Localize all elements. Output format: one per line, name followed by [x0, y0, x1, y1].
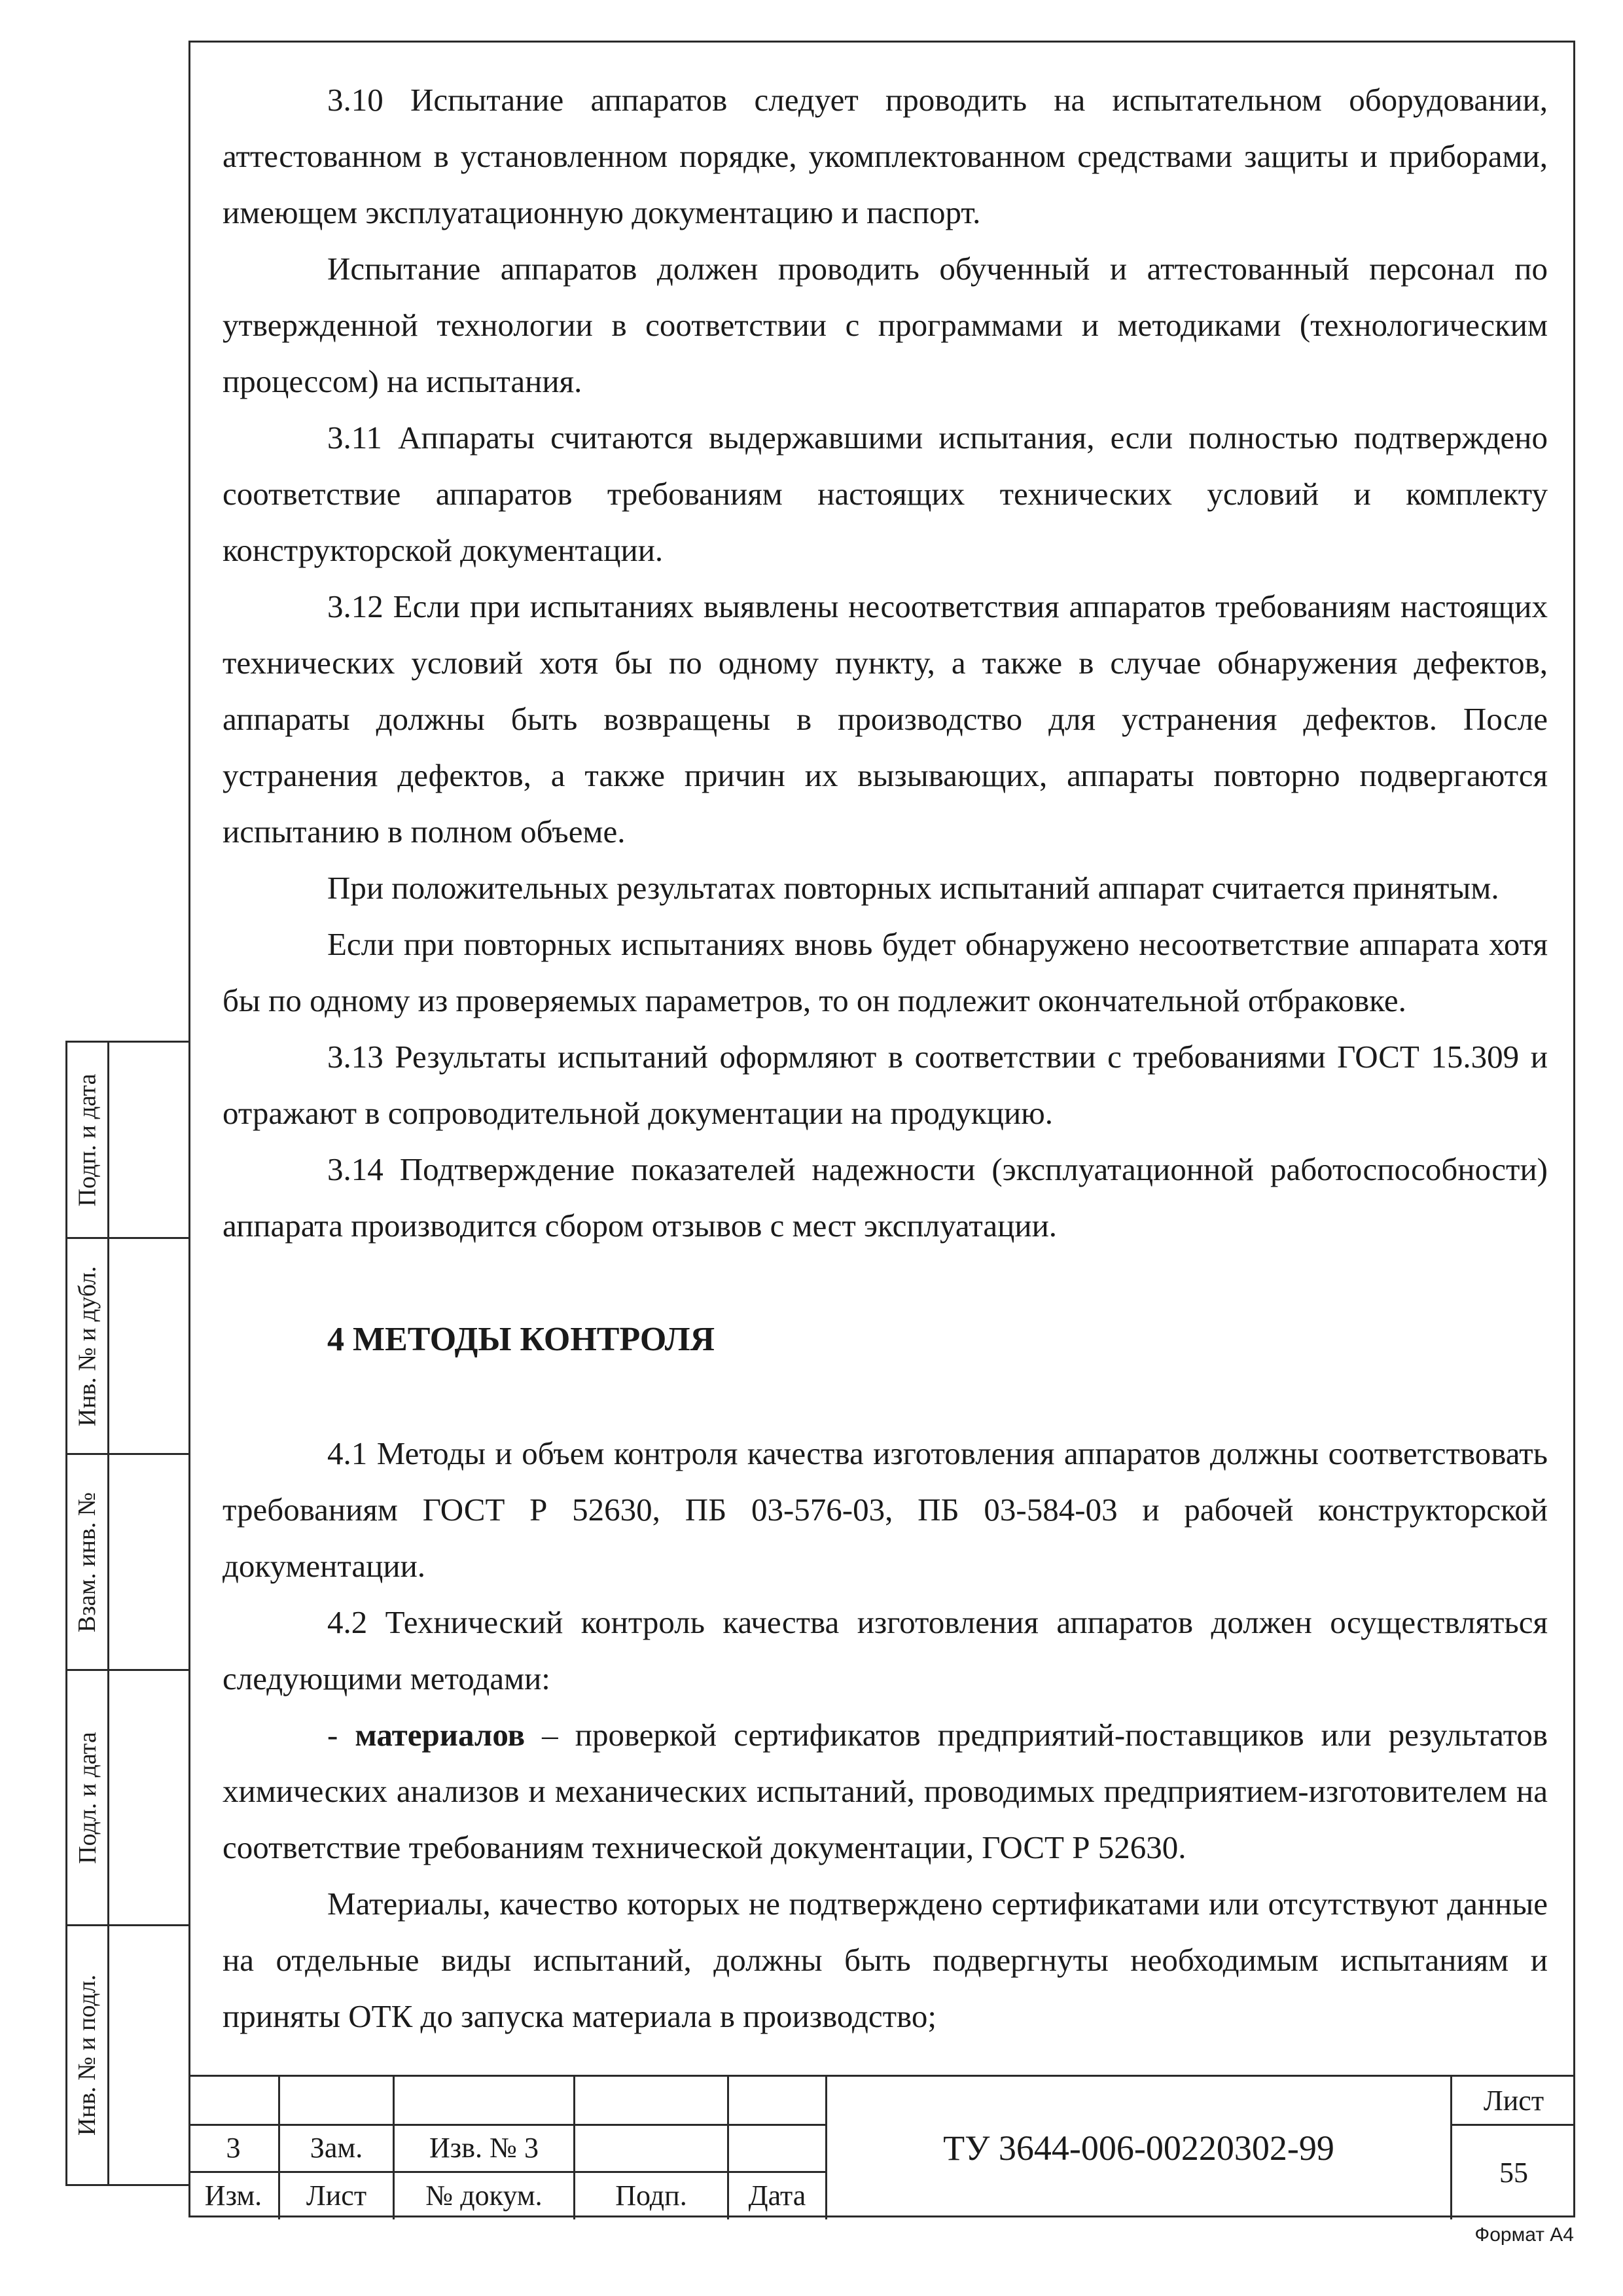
- tb-top-sign: [575, 2077, 727, 2124]
- format-note: Формат А4: [1474, 2224, 1574, 2246]
- tb-top-sheet: [280, 2077, 393, 2124]
- paragraph-3-12: 3.12 Если при испытаниях выявлены несоответствия аппаратов требованиям настоящих технических условий хотя бы по одному пункту, а также в случае обнаружения дефектов, аппараты должны быть возвращены в производство для устранения дефектов. После устранения дефектов, а также причин их вызывающих, аппараты повторно подвергаются испытанию в полном объеме.: [223, 588, 1548, 850]
- side-label-replacement-inventory: Взам. инв. №: [73, 1492, 101, 1632]
- materials-term: материалов: [355, 1717, 526, 1753]
- tb-header-doc-number: № докум.: [425, 2179, 543, 2212]
- tb-top-date: [729, 2077, 825, 2124]
- paragraph-3-13: 3.13 Результаты испытаний оформляют в соответствии с требованиями ГОСТ 15.309 и отражают в сопроводительной документации на продукцию.: [223, 1039, 1548, 1131]
- side-stamp: [65, 1041, 188, 2186]
- side-row-dup-inventory: [67, 1239, 190, 1455]
- tb-header-date: Дата: [748, 2179, 806, 2212]
- tb-top-doc: [395, 2077, 573, 2124]
- tb-header-change: Изм.: [204, 2179, 262, 2212]
- tb-mid-date: [729, 2124, 825, 2171]
- document-body: [223, 72, 1548, 2045]
- paragraph-3-10: 3.10 Испытание аппаратов следует проводить на испытательном оборудовании, аттестованном в установленном порядке, укомплектованном средствами защиты и приборами, имеющем эксплуатационную документацию и паспорт.: [223, 82, 1548, 230]
- side-row-original-signature: [67, 1671, 190, 1926]
- title-block: [188, 2075, 1575, 2217]
- sheet-label: Лист: [1483, 2084, 1544, 2117]
- sheet-number: 55: [1499, 2157, 1528, 2189]
- list-dash: -: [327, 1717, 355, 1753]
- document-designation: ТУ 3644-006-00220302-99: [943, 2128, 1334, 2168]
- paragraph-3-10-b: Испытание аппаратов должен проводить обученный и аттестованный персонал по утвержденной технологии в соответствии с программами и методиками (технологическим процессом) на испытания.: [223, 251, 1548, 399]
- paragraph-4-1: 4.1 Методы и объем контроля качества изготовления аппаратов должны соответствовать требованиям ГОСТ Р 52630, ПБ 03-576-03, ПБ 03-584-03 и рабочей конструкторской документации.: [223, 1435, 1548, 1584]
- side-label-dup-inventory: Инв. № и дубл.: [73, 1266, 101, 1426]
- tb-change-type: Зам.: [310, 2131, 363, 2164]
- tb-mid-sign: [575, 2124, 727, 2171]
- tb-header-sheet: Лист: [306, 2179, 367, 2212]
- paragraph-3-12-c: Если при повторных испытаниях вновь будет обнаружено несоответствие аппарата хотя бы по одному из проверяемых параметров, то он подлежит окончательной отбраковке.: [223, 926, 1548, 1018]
- side-row-original-inventory: [67, 1926, 190, 2186]
- side-label-signature-date: Подп. и дата: [73, 1073, 101, 1207]
- tb-change-number: 3: [226, 2131, 241, 2164]
- paragraph-4-2-materials-b: Материалы, качество которых не подтверждено сертификатами или отсутствуют данные на отдельные виды испытаний, должны быть подвергнуты необходимым испытаниям и приняты ОТК до запуска материала в производство;: [223, 1886, 1548, 2034]
- paragraph-4-2-materials: [223, 1707, 1548, 1876]
- side-label-original-inventory: Инв. № и подл.: [73, 1974, 101, 2136]
- section-heading-4: 4 МЕТОДЫ КОНТРОЛЯ: [327, 1321, 715, 1358]
- materials-description: – проверкой сертификатов предприятий-поставщиков или результатов химических анализов и механических испытаний, проводимых предприятием-изготовителем на соответствие требованиям технической документации, ГОСТ Р 52630.: [223, 1717, 1548, 1865]
- paragraph-3-11: 3.11 Аппараты считаются выдержавшими испытания, если полностью подтверждено соответствие аппаратов требованиям настоящих технических условий и комплекту конструкторской документации.: [223, 420, 1548, 568]
- side-row-signature-date: [67, 1043, 190, 1239]
- tb-notice-number: Изв. № 3: [429, 2131, 539, 2164]
- paragraph-3-14: 3.14 Подтверждение показателей надежности (эксплуатационной работоспособности) аппарата производится сбором отзывов с мест эксплуатации.: [223, 1151, 1548, 1244]
- paragraph-3-12-b: При положительных результатах повторных испытаний аппарат считается принятым.: [327, 870, 1499, 906]
- paragraph-4-2: 4.2 Технический контроль качества изготовления аппаратов должен осуществляться следующими методами:: [223, 1604, 1548, 1696]
- side-row-replacement-inventory: [67, 1455, 190, 1671]
- tb-top-change: [188, 2077, 278, 2124]
- tb-header-signature: Подп.: [615, 2179, 687, 2212]
- side-label-original-signature: Подл. и дата: [73, 1731, 101, 1864]
